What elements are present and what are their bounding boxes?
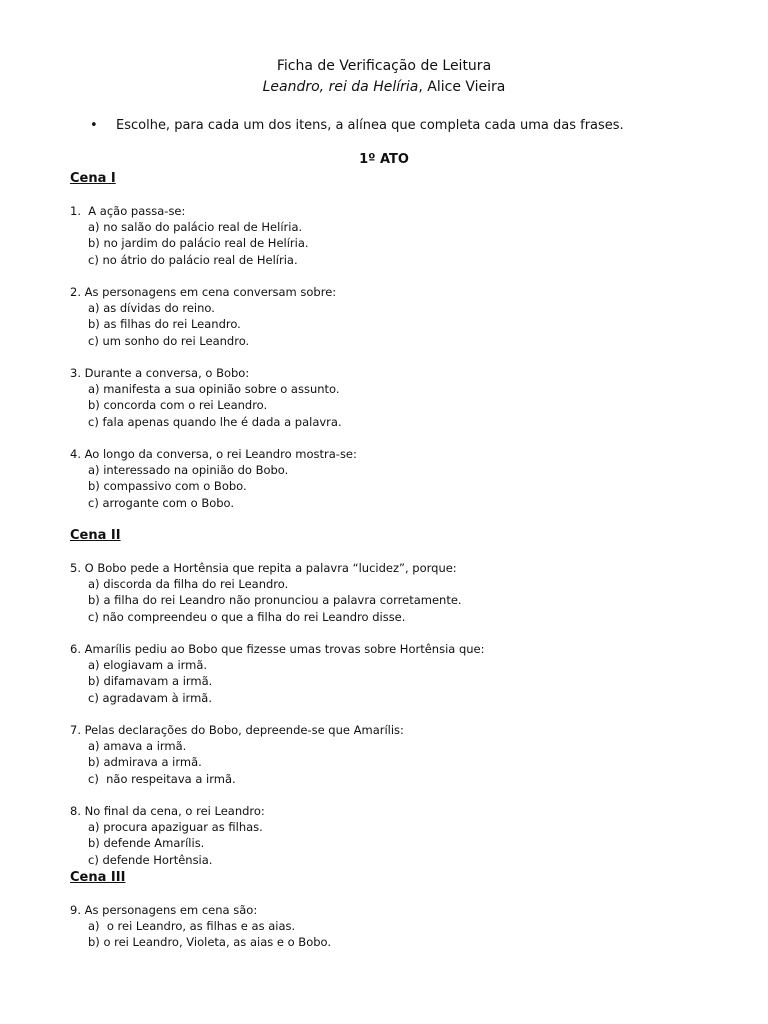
option-a: a) o rei Leandro, as filhas e as aias.: [88, 919, 296, 934]
scene-heading-2: Cena II: [70, 528, 121, 543]
option-a: a) elogiavam a irmã.: [88, 658, 208, 673]
question-2: [70, 284, 336, 349]
option-b: b) a filha do rei Leandro não pronunciou a palavra corretamente.: [88, 593, 462, 608]
question-stem: 2. As personagens em cena conversam sobre:: [70, 285, 337, 299]
option-a: a) as dívidas do reino.: [88, 301, 215, 316]
worksheet-subtitle: [0, 79, 768, 95]
option-c: c) fala apenas quando lhe é dada a palavra.: [88, 414, 342, 429]
question-stem: 3. Durante a conversa, o Bobo:: [70, 366, 250, 380]
question-stem: 1. A ação passa-se:: [70, 204, 186, 218]
worksheet-title: Ficha de Verificação de Leitura: [276, 58, 492, 74]
option-c: c) defende Hortênsia.: [88, 852, 213, 867]
question-3: [70, 365, 342, 430]
question-8: [70, 803, 265, 868]
option-c: c) no átrio do palácio real de Helíria.: [88, 252, 298, 267]
book-title: Leandro, rei da Helíria: [262, 79, 419, 95]
option-a: a) no salão do palácio real de Helíria.: [88, 220, 303, 235]
question-stem: 6. Amarílis pediu ao Bobo que fizesse umas trovas sobre Hortênsia que:: [70, 642, 485, 656]
question-stem: 4. Ao longo da conversa, o rei Leandro mostra-se:: [70, 447, 357, 461]
instruction: [90, 118, 624, 133]
option-a: a) procura apaziguar as filhas.: [88, 820, 263, 835]
option-b: b) concorda com o rei Leandro.: [88, 398, 268, 413]
question-1: [70, 203, 309, 268]
book-author: , Alice Vieira: [418, 79, 506, 95]
option-a: a) amava a irmã.: [88, 739, 187, 754]
question-stem: 7. Pelas declarações do Bobo, depreende-se que Amarílis:: [70, 723, 404, 737]
bullet-icon: •: [90, 118, 98, 133]
scene-heading-3: Cena III: [70, 870, 126, 885]
question-stem: 5. O Bobo pede a Hortênsia que repita a palavra “lucidez”, porque:: [70, 561, 457, 575]
question-4: [70, 446, 357, 511]
question-5: [70, 560, 462, 625]
option-b: b) as filhas do rei Leandro.: [88, 317, 241, 332]
option-b: b) admirava a irmã.: [88, 755, 202, 770]
option-c: c) agradavam à irmã.: [88, 690, 212, 705]
question-stem: 8. No final da cena, o rei Leandro:: [70, 804, 265, 818]
question-7: [70, 722, 404, 787]
option-b: b) no jardim do palácio real de Helíria.: [88, 236, 309, 251]
scene-heading-1: Cena I: [70, 171, 116, 186]
option-c: c) arrogante com o Bobo.: [88, 495, 235, 510]
option-b: b) defende Amarílis.: [88, 836, 205, 851]
option-a: a) discorda da filha do rei Leandro.: [88, 577, 289, 592]
question-6: [70, 641, 485, 706]
option-a: a) manifesta a sua opinião sobre o assunto.: [88, 382, 340, 397]
option-b: b) difamavam a irmã.: [88, 674, 213, 689]
option-c: c) não respeitava a irmã.: [88, 771, 236, 786]
option-b: b) compassivo com o Bobo.: [88, 479, 247, 494]
question-stem: 9. As personagens em cena são:: [70, 903, 258, 917]
question-9: [70, 902, 331, 951]
act-heading: 1º ATO: [359, 152, 409, 167]
option-c: c) não compreendeu o que a filha do rei Leandro disse.: [88, 609, 406, 624]
option-c: c) um sonho do rei Leandro.: [88, 333, 250, 348]
option-a: a) interessado na opinião do Bobo.: [88, 463, 289, 478]
instruction-text: Escolhe, para cada um dos itens, a alínea que completa cada uma das frases.: [116, 118, 624, 133]
option-b: b) o rei Leandro, Violeta, as aias e o Bobo.: [88, 935, 332, 950]
